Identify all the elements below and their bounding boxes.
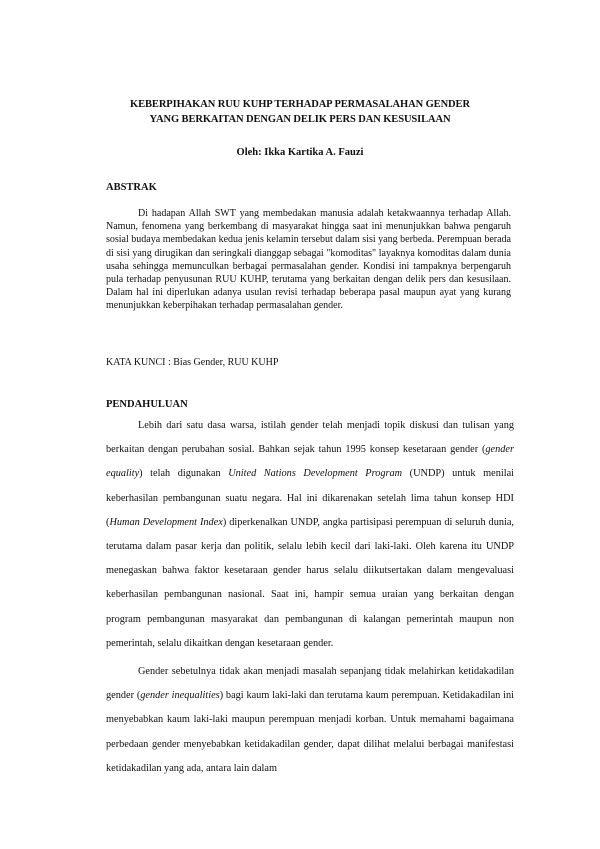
p1-text-e: (UNDP) untuk menilai keberhasilan pembangunan suatu negara. Hal ini dikarenakan setelah lima tahun konsep HDI ( [106, 468, 515, 528]
abstract-text: Di hadapan Allah SWT yang membedakan manusia adalah ketakwaannya terhadap Allah. Namun, fenomena yang berkembang di masyarakat hingga saat ini menunjukkan bahwa pengaruh sosial budaya membedakan kedua jenis kelamin tersebut dalam sisi yang berbeda. Perempuan berada di sisi yang dirugikan dan seringkali dianggap sebagai "komoditas" layaknya komoditas dalam dunia usaha sehingga memunculkan berbagai permasalahan gender. Kondisi ini tampaknya berpengaruh pula terhadap penyusunan RUU KUHP, terutama yang berkaitan dengan delik pers dan kesusilaan. Dalam hal ini diperlukan adanya usulan revisi terhadap beberapa pasal maupun ayat yang kurang menunjukkan keberpihakan terhadap permasalahan gender. [106, 208, 511, 312]
p1-text-a: Lebih dari satu dasa warsa, istilah gender telah menjadi topik diskusi dan tulisan yang berkaitan dengan perubahan sosial. Bahkan sejak tahun 1995 konsep kesetaraan gender ( [106, 420, 514, 456]
p1-term-undp: United Nations Development Program [228, 468, 403, 480]
abstract-body [106, 207, 511, 313]
intro-paragraph-2 [106, 660, 514, 781]
p1-term-gender-equality: gender equality [106, 444, 514, 480]
p2-text-a: Gender sebetulnya tidak akan menjadi masalah sepanjang tidak melahirkan ketidakadilan gender ( [106, 666, 514, 702]
p2-term-gender-inequalities: gender inequalities [140, 690, 220, 702]
title-line-1: KEBERPIHAKAN RUU KUHP TERHADAP PERMASALAHAN GENDER [130, 99, 470, 110]
intro-heading: PENDAHULUAN [106, 399, 188, 410]
p1-text-g: ) diperkenalkan UNDP, angka partisipasi perempuan di seluruh dunia, terutama dalam pasar kerja dan politik, selalu lebih kecil dari laki-laki. Oleh karena itu UNDP menegaskan bahwa faktor kesetaraan gender harus selalu diikutsertakan dalam mengevaluasi keberhasilan pembangunan nasional. Saat ini, hampir semua uraian yang berkaitan dengan program pembangunan masyarakat dan pembangunan di kalangan pemerintah maupun non pemerintah, selalu dikaitkan dengan kesetaraan gender. [106, 516, 514, 649]
keywords: KATA KUNCI : Bias Gender, RUU KUHP [106, 357, 279, 368]
abstract-heading: ABSTRAK [106, 182, 157, 193]
p1-term-hdi: Human Development Index [109, 516, 223, 528]
p1-text-c: ) telah digunakan [139, 468, 229, 480]
p2-text-c: ) bagi kaum laki-laki dan terutama kaum perempuan. Ketidakadilan ini menyebabkan kaum laki-laki maupun perempuan menjadi korban. Untuk memahami bagaimana perbedaan gender menyebabkan ketidakadilan gender, dapat dilihat melalui berbagai manifestasi ketidakadilan yang ada, antara lain dalam [106, 690, 514, 774]
title-line-2: YANG BERKAITAN DENGAN DELIK PERS DAN KESUSILAAN [149, 114, 451, 125]
paper-title [60, 97, 540, 127]
intro-paragraph-1 [106, 414, 514, 656]
author-line: Oleh: Ikka Kartika A. Fauzi [236, 147, 364, 158]
